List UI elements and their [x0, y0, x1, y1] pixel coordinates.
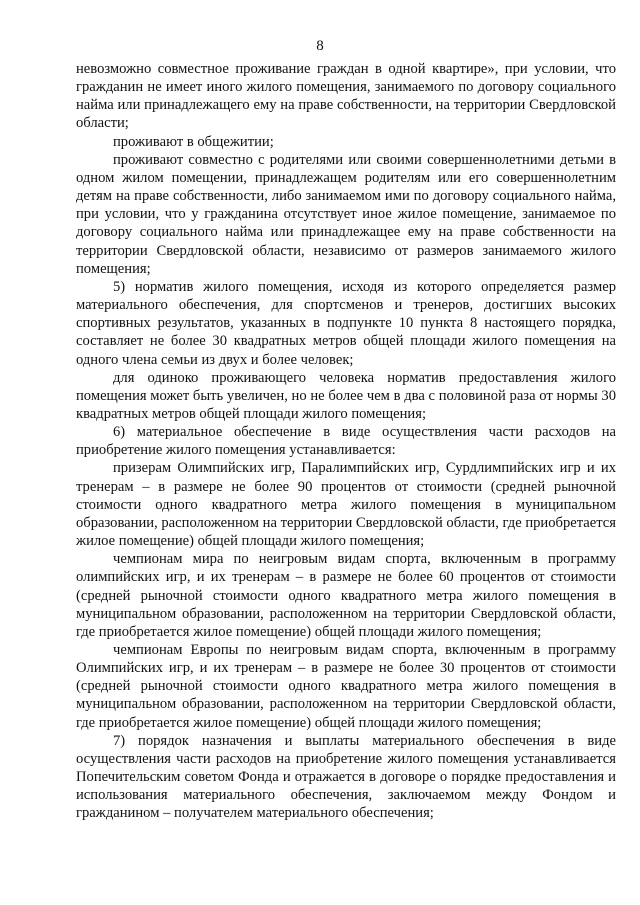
paragraph-dormitory: проживают в общежитии;: [113, 133, 274, 150]
paragraph-item-5: 5) норматив жилого помещения, исходя из которого определяется размер материального обеспечения, для спортсменов и тренеров, достигших высоких спортивных результатов, указанных в подпункте 10 пункта 8 настоящего порядка, составляет не более 30 квадратных метров общей площади жилого помещения на одного члена семьи из двух и более человек;: [76, 278, 616, 368]
paragraph-item-6: 6) материальное обеспечение в виде осуществления части расходов на приобретение жилого помещения устанавливается:: [76, 424, 616, 459]
paragraph-european-champions: чемпионам Европы по неигровым видам спорта, включенным в программу Олимпийских игр, и их тренерам – в размере не более 30 процентов от стоимости (средней рыночной стоимости одного квадратного метра жилого помещения в муниципальном образовании, расположенном на территории Свердловской области, где приобретается жилое помещение) общей площади жилого помещения;: [76, 642, 616, 731]
page-number: 8: [316, 38, 324, 54]
paragraph-olympic-prize-winners: призерам Олимпийских игр, Паралимпийских игр, Сурдлимпийских игр и их тренерам – в размере не более 90 процентов от стоимости (средней рыночной стоимости одного квадратного метра жилого помещения в муниципальном образовании, расположенном на территории Свердловской области, где приобретается жилое помещение) общей площади жилого помещения;: [76, 460, 616, 550]
paragraph-continuation: невозможно совместное проживание граждан в одной квартире», при условии, что гражданин не имеет иного жилого помещения, занимаемого по договору социального найма или принадлежащего ему на праве собственности, на территории Свердловской области;: [76, 61, 616, 132]
paragraph-item-7: 7) порядок назначения и выплаты материального обеспечения в виде осуществления части расходов на приобретение жилого помещения устанавливается Попечительским советом Фонда и отражается в договоре о порядке предоставления и использования материального обеспечения, заключаемом между Фондом и гражданином – получателем материального обеспечения;: [76, 732, 616, 822]
paragraph-single-person-norm: для одиноко проживающего человека норматив предоставления жилого помещения может быть увеличен, но не более чем в два с половиной раза от нормы 30 квадратных метров общей площади жилого помещения;: [76, 369, 616, 422]
paragraph-living-with-relatives: проживают совместно с родителями или своими совершеннолетними детьми в одном жилом помещении, принадлежащем родителям или его совершеннолетним детям на праве собственности, либо занимаемом ими по договору социального найма, при условии, что у гражданина отсутствует иное жилое помещение, занимаемое по договору социального найма или принадлежащее ему на праве собственности на территории Свердловской области, независимо от размеров занимаемого жилого помещения;: [76, 151, 616, 277]
body-text: [76, 60, 616, 823]
paragraph-world-champions: чемпионам мира по неигровым видам спорта, включенным в программу олимпийских игр, и их тренерам – в размере не более 60 процентов от стоимости (средней рыночной стоимости одного квадратного метра жилого помещения в муниципальном образовании, расположенном на территории Свердловской области, где приобретается жилое помещение) общей площади жилого помещения;: [76, 551, 616, 640]
